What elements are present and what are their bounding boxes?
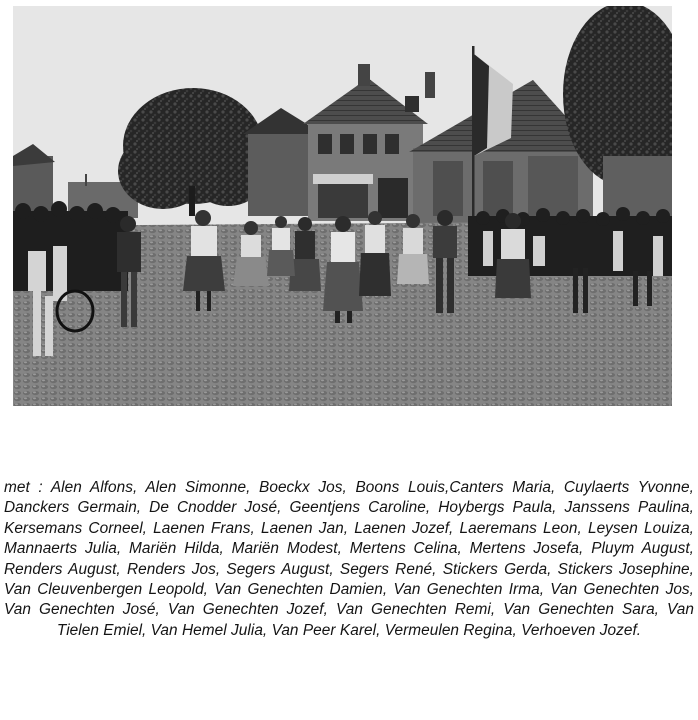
caption-lead: met : bbox=[4, 479, 43, 496]
parade-photo-graphic bbox=[13, 6, 672, 406]
caption-names: Alen Alfons, Alen Simonne, Boeckx Jos, Boons Louis,Canters Maria, Cuylaerts Yvonne, Danckers Germain, De Cnodder José, Geentjens Caroline, Hoybergs Paula, Janssens Paulina, Kersemans Corneel, Laenen Frans, Laenen Jan, Laenen Jozef, Laeremans Leon, Leysen Louiza, Mannaerts Julia, Mariën Hilda, Mariën Modest, Mertens Celina, Mertens Josefa, Pluym August, Renders August, Renders Jos, Segers August, Segers René, Stickers Gerda, Stickers Josephine, Van Cleuvenbergen Leopold, Van Genechten Damien, Van Genechten Irma, Van Genechten Jos, Van Genechten José, Van Genechten Jozef, Van Genechten Remi, Van Genechten Sara, Van Tielen Emiel, Van Hemel Julia, Van Peer Karel, Vermeulen Regina, Verhoeven Jozef. bbox=[4, 479, 694, 639]
parade-photo bbox=[13, 6, 672, 406]
caption bbox=[4, 478, 694, 641]
